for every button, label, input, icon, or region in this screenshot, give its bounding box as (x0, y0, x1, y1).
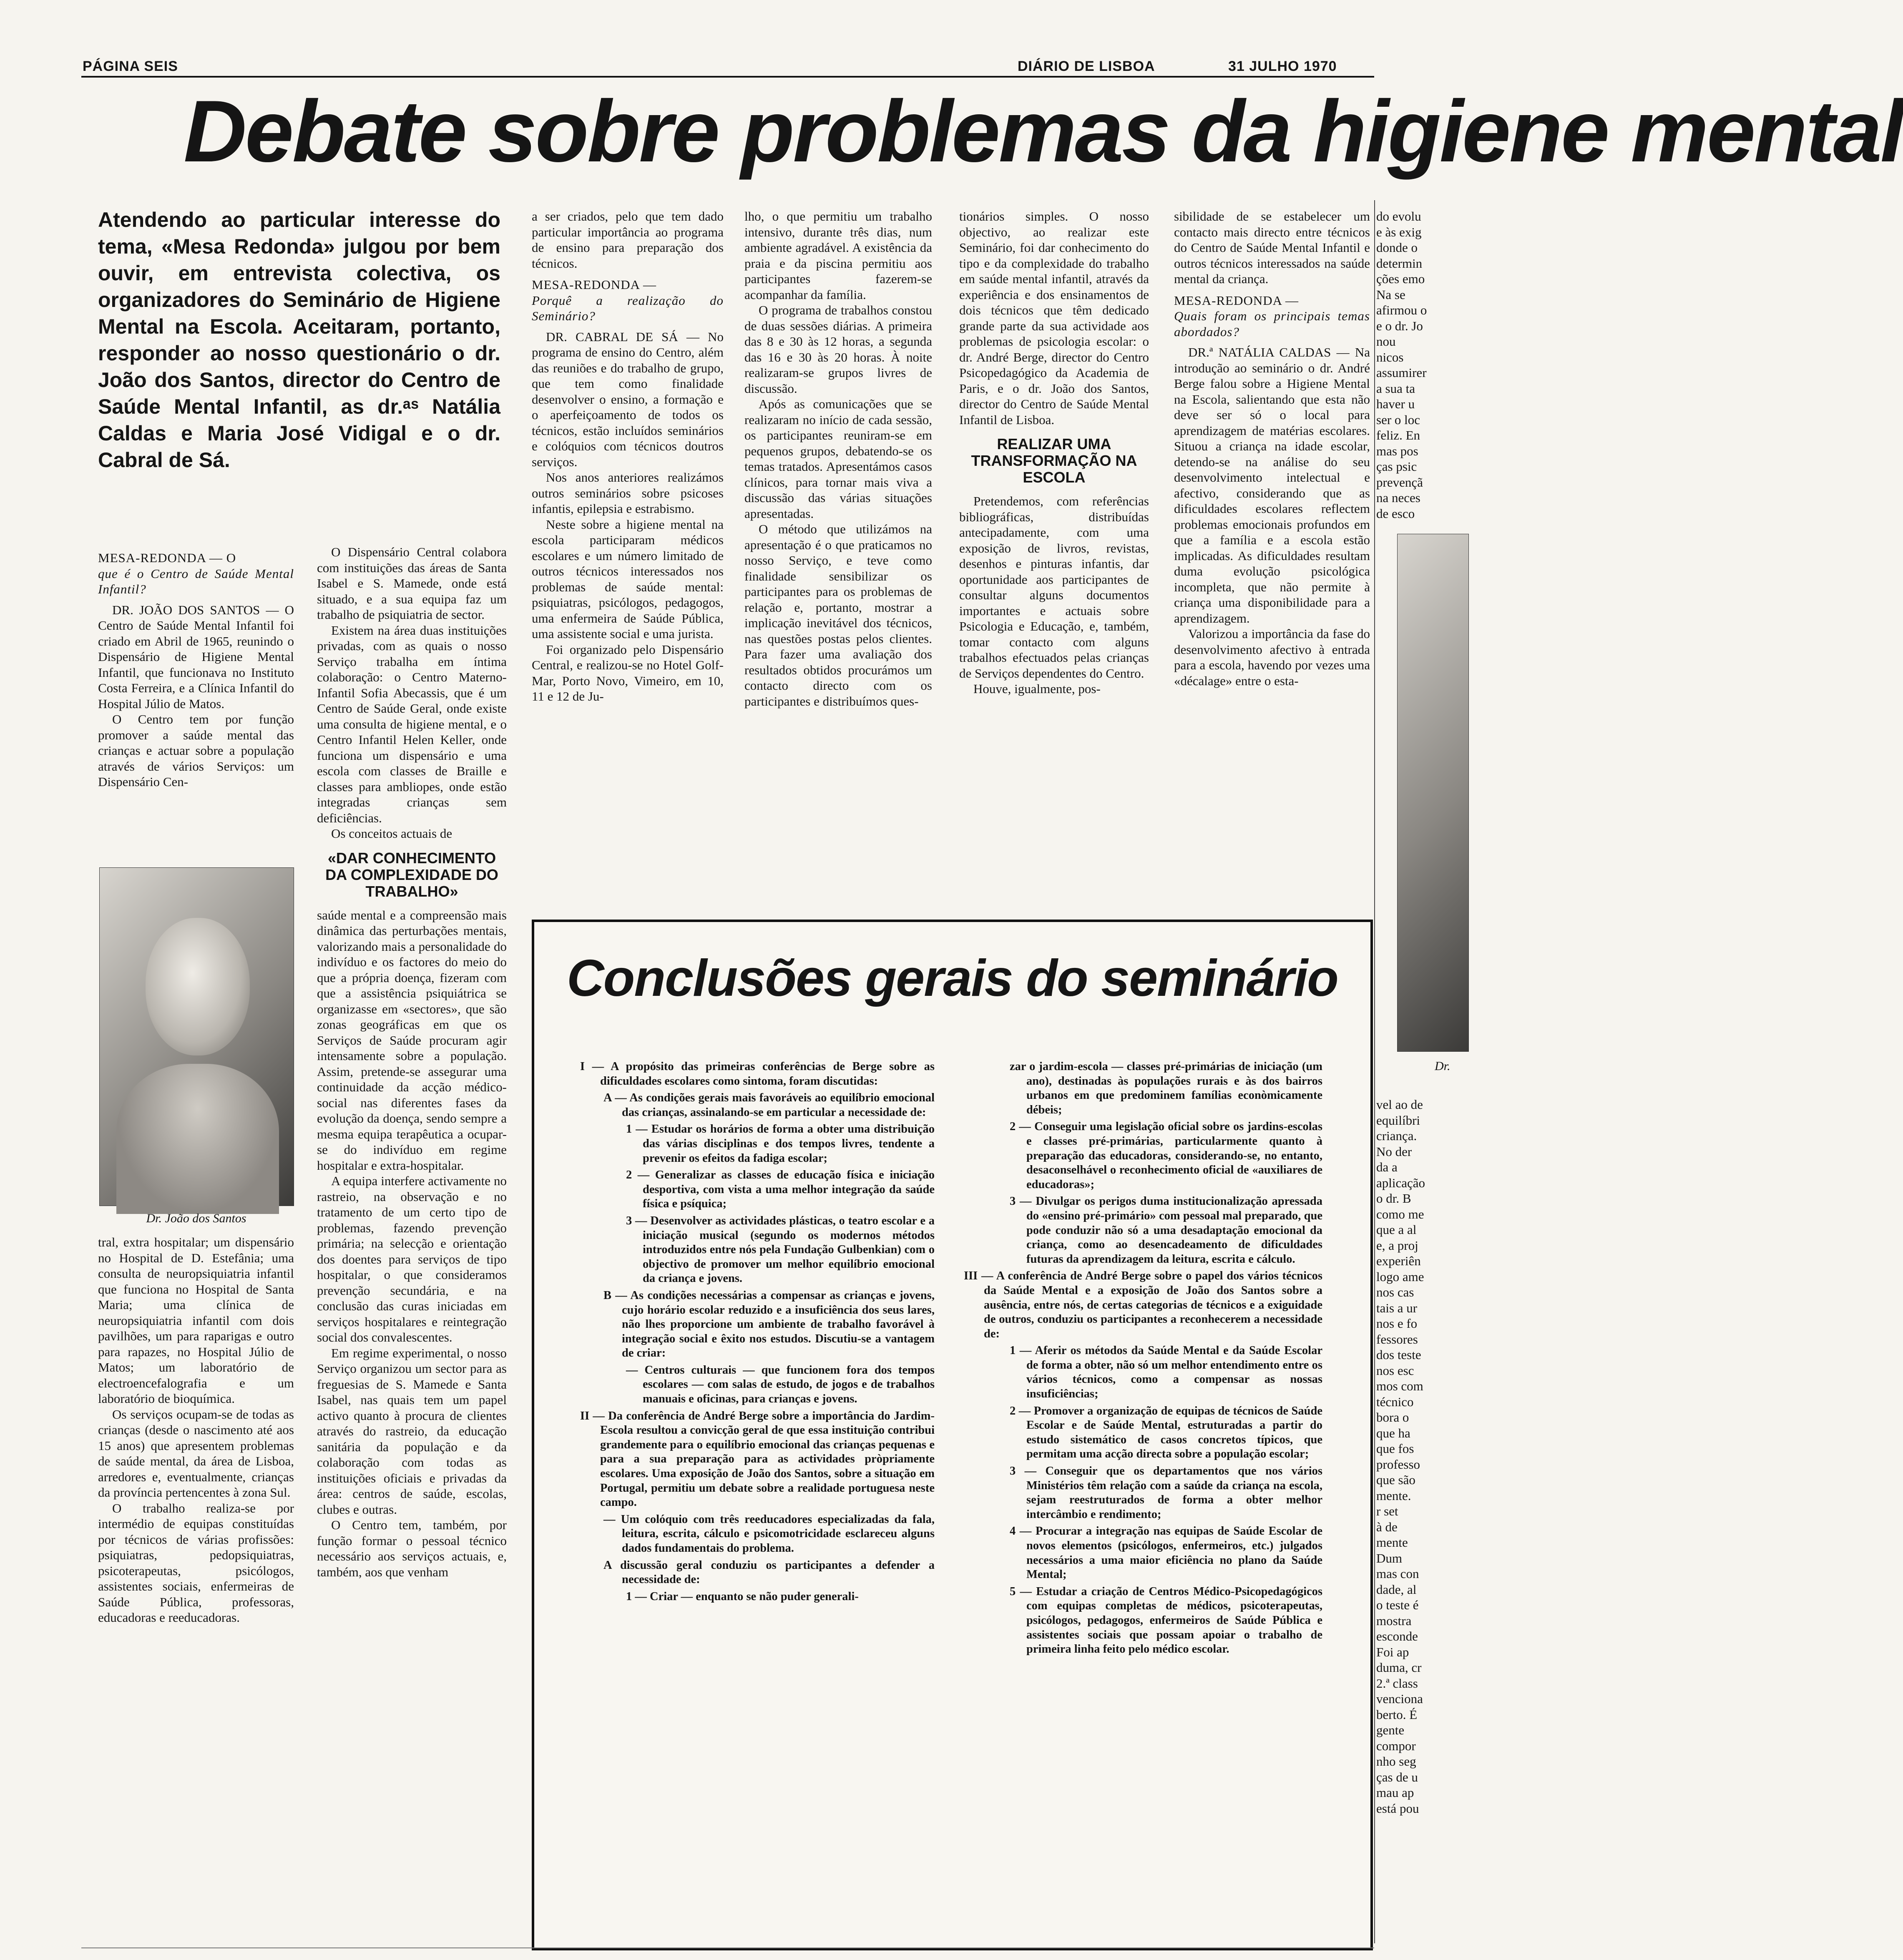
edge-line: haver u (1376, 397, 1415, 411)
conclusion-item: A discussão geral conduziu os participantes a defender a necessidade de: (603, 1558, 935, 1586)
edge-line: mente (1376, 1535, 1408, 1550)
edge-line: mente. (1376, 1488, 1411, 1503)
edge-line: da a (1376, 1160, 1398, 1174)
question-text: Quais foram os principais temas abordados? (1174, 309, 1370, 339)
cut-off-column-bottom (1376, 1097, 1468, 1816)
paragraph: Em regime experimental, o nosso Serviço organizou um sector para as freguesias de S. Mamede e Santa Isabel, nas quais tem um papel activo quanto à procura de clientes através do rastreio, da educação sanitária da população e da colaboração com todas as instituições oficiais e privadas da área: centros de saúde, escolas, clubes e outras. (317, 1345, 507, 1517)
conclusion-item: — Um colóquio com três reeducadores especializadas da fala, leitura, escrita, cálculo e psicomotricidade esclareceu alguns dados fundamentais do problema. (603, 1513, 935, 1555)
conclusions-title: Conclusões gerais do seminário (567, 950, 1338, 1007)
conclusion-item: 4 — Procurar a integração nas equipas de Saúde Escolar de novos elementos (psicólogos, enfermeiros, etc.) julgados necessários a uma maior eficiência no plano da Saúde Mental; (1010, 1525, 1322, 1581)
edge-line: afirmou o (1376, 303, 1427, 317)
paragraph: Os conceitos actuais de (331, 826, 452, 841)
edge-line: assumirer (1376, 365, 1427, 380)
edge-line: a sua ta (1376, 381, 1415, 396)
edge-line: feliz. En (1376, 428, 1420, 442)
column-divider (1374, 200, 1375, 1943)
edge-line: mas con (1376, 1566, 1419, 1581)
paragraph: O programa de trabalhos constou de duas sessões diárias. A primeira das 8 e 30 às 12 horas, a segunda das 16 e 30 às 20 horas. À noite realizaram-se grupos livres de discussão. (744, 303, 932, 396)
edge-line: ções emo (1376, 271, 1425, 286)
edge-line: venciona (1376, 1691, 1423, 1706)
question-3 (1174, 293, 1370, 340)
edge-line: de esco (1376, 506, 1415, 521)
edge-line: mos com (1376, 1379, 1423, 1393)
question-text: que é o Centro de Saúde Mental Infantil? (98, 566, 294, 596)
edge-line: r set (1376, 1504, 1398, 1518)
edge-line: está pou (1376, 1801, 1419, 1816)
edge-line: compor (1376, 1738, 1416, 1753)
edge-line: logo ame (1376, 1269, 1424, 1284)
paragraph: O Centro tem, também, por função formar o pessoal técnico necessário aos serviços actuais, e, também, aos que venham (317, 1518, 507, 1579)
edge-line: à de (1376, 1519, 1398, 1534)
edge-line: ser o loc (1376, 412, 1420, 427)
conclusion-item: 5 — Estudar a criação de Centros Médico-Psicopedagógicos com equipas completas de médicos, psicoterapeutas, psicólogos, pedagogos, enfermeiros de Saúde Pública e assistentes sociais que possam apoiar o trabalho de primeira linha feito pelo médico escolar. (1010, 1585, 1322, 1656)
conclusion-item: 2 — Generalizar as classes de educação física e iniciação desportiva, com vista a uma melhor integração da saúde física e psíquica; (626, 1168, 935, 1211)
column-1-top (98, 544, 294, 863)
edge-line: o teste é (1376, 1598, 1419, 1612)
edge-line: nou (1376, 334, 1396, 349)
subheading: «DAR CONHECIMENTO DA COMPLEXIDADE DO TRABALHO» (325, 849, 498, 900)
edge-line: o dr. B (1376, 1191, 1411, 1206)
paragraph: O Dispensário Central colabora com instituições das áreas de Santa Isabel e S. Mamede, onde está situado, e a sua equipa faz um trabalho de psiquiatria de sector. (317, 545, 507, 622)
edge-line: determin (1376, 256, 1423, 271)
paragraph: tionários simples. O nosso objectivo, ao realizar este Seminário, foi dar conhecimento do tipo e da complexidade do trabalho em saúde mental infantil, através da experiência e dos ensinamentos de dois técnicos que têm dedicado grande parte da sua actividade aos problemas de psicologia escolar: o dr. André Berge, director do Centro Psicopedagógico da Academia de Paris, e o dr. João dos Santos, director do Centro de Saúde Mental Infantil de Lisboa. (959, 209, 1149, 427)
edge-line: duma, cr (1376, 1660, 1422, 1675)
lead-paragraph: Atendendo ao particular interesse do tema, «Mesa Redonda» julgou por bem ouvir, em entrevista colectiva, os organizadores do Seminário de Higiene Mental na Escola. Aceitaram, portanto, responder ao nosso questionário o dr. João dos Santos, director do Centro de Saúde Mental Infantil, as dr.ᵃˢ Natália Caldas e Maria José Vidigal e o dr. Cabral de Sá. (98, 208, 500, 472)
conclusions-left-column (580, 1060, 935, 1940)
edge-line: bora o (1376, 1410, 1409, 1425)
paragraph: Houve, igualmente, pos- (973, 681, 1101, 696)
question-label: MESA-REDONDA — O (98, 550, 236, 565)
edge-line: prevençã (1376, 475, 1423, 490)
conclusion-item: 3 — Conseguir que os departamentos que nos vários Ministérios têm relação com a saúde da criança na escola, sejam reestruturados de forma a obter melhor intercâmbio e rendimento; (1010, 1465, 1322, 1521)
paragraph: Existem na área duas instituições privadas, com as quais o nosso Serviço trabalha em íntima colaboração: o Centro Materno-Infantil Sofia Abecassis, que é um Centro de Saúde Geral, onde existe uma consulta de higiene mental, e o Centro Infantil Helen Keller, onde funciona um dispensário e uma escola com classes de Braille e classes para ambliopes, onde estão integradas crianças sem deficiências. (317, 623, 507, 825)
photo-caption: Dr. João dos Santos (146, 1211, 246, 1225)
conclusion-item: 3 — Divulgar os perigos duma institucionalização apressada do «ensino pré-primário» com pessoal mal preparado, que pode conduzir não só a uma desadaptação emocional da criança, como ao desencadeamento de dificuldades futuras da aprendizagem da leitura, escrita e cálculo. (1010, 1195, 1322, 1266)
page-label: PÁGINA SEIS (83, 58, 178, 74)
column-3 (532, 209, 724, 901)
bottom-rule (81, 1947, 1374, 1948)
edge-line: ças de u (1376, 1769, 1418, 1784)
edge-line: berto. É (1376, 1707, 1418, 1722)
edge-line: e, a proj (1376, 1238, 1418, 1253)
paragraph: saúde mental e a compreensão mais dinâmica das perturbações mentais, valorizando mais a personalidade do indivíduo e os factores do meio do que a própria doença, fizeram com que a assistência psiquiátrica se organizasse em «sectores», que são zonas geográficas em que os Serviços de Saúde procuram agir intensamente sobre a população. Assim, pretende-se assegurar uma continuidade da acção médico-social nas diferentes fases da evolução da doença, sendo sempre a mesma equipa terapêutica a ocupar-se do indivíduo em regime hospitalar e extra-hospitalar. (317, 907, 507, 1173)
edge-line: que a al (1376, 1222, 1417, 1237)
edge-line: vel ao de (1376, 1097, 1423, 1112)
edge-line: tais a ur (1376, 1300, 1418, 1315)
edge-line: experiên (1376, 1254, 1421, 1268)
portrait-face (146, 918, 250, 1055)
edge-line: donde o (1376, 240, 1418, 255)
conclusion-item: III — A conferência de André Berge sobre o papel dos vários técnicos da Saúde Mental e a exposição de João dos Santos sobre a ausência, entre nós, de certas categorias de técnicos e a exiguidade de outros, conduziu os participantes a reconhecerem a necessidade de: (964, 1269, 1322, 1340)
edge-line: Dum (1376, 1550, 1402, 1565)
paragraph: DR. CABRAL DE SÁ — No programa de ensino do Centro, além das reuniões e do trabalho de grupo, que tem como finalidade desenvolver o ensino, a formação e o aperfeiçoamento de todos os técnicos, estão incluídos seminários e colóquios com técnicos doutros serviços. (532, 329, 724, 469)
edge-line: mau ap (1376, 1785, 1414, 1800)
edge-line: Na se (1376, 287, 1405, 302)
conclusion-item: B — As condições necessárias a compensar as crianças e jovens, cujo horário escolar reduzido e a insuficiência dos seus lares, não lhes proporcione um ambiente de trabalho favorável à integração social e êxito nos estudos. Discutiu-se a vantagem de criar: (603, 1289, 935, 1360)
paragraph: Valorizou a importância da fase do desenvolvimento afectivo à entrada para a escola, havendo por vezes uma «décalage» entre o esta- (1174, 626, 1370, 688)
conclusion-item: A — As condições gerais mais favoráveis ao equilíbrio emocional das crianças, assinalando-se em particular a necessidade de: (603, 1091, 935, 1119)
conclusion-item: I — A propósito das primeiras conferências de Berge sobre as dificuldades escolares como sintoma, foram discutidas: (580, 1060, 935, 1088)
paragraph: lho, o que permitiu um trabalho intensivo, durante três dias, num ambiente agradável. A existência da praia e da piscina permitiu aos participantes fazerem-se acompanhar da família. (744, 209, 932, 302)
edge-line: e o dr. Jo (1376, 318, 1423, 333)
paragraph: A equipa interfere activamente no rastreio, na observação e no tratamento de um certo tipo de problemas, fazendo prevenção primária; na selecção e orientação dos doentes para serviços de tipo hospitalar, o que consideramos prevenção secundária, e na conclusão das curas iniciadas em serviços hospitalares e reintegração social dos convalescentes. (317, 1173, 507, 1344)
edge-line: aplicação (1376, 1175, 1425, 1190)
paragraph: Nos anos anteriores realizámos outros seminários sobre psicoses infantis, epilepsia e estrabismo. (532, 470, 724, 516)
paragraph: tral, extra hospitalar; um dispensário no Hospital de D. Estefânia; uma consulta de neuropsiquiatria infantil que funciona no Hospital de Santa Maria; uma clínica de neuropsiquiatria infantil com dois pavilhões, um para raparigas e outro para rapazes, no Hospital Júlio de Matos; um laboratório de electroencefalografia e um laboratório de bioquímica. (98, 1235, 294, 1406)
question-label: MESA-REDONDA — (1174, 293, 1299, 308)
paragraph: Pretendemos, com referências bibliográficas, distribuídas antecipadamente, com uma exposição de livros, revistas, desenhos e pinturas infantis, dar oportunidade aos participantes de consultar alguns documentos importantes e actuais sobre Psicologia e Educação, e, também, tomar contacto com alguns trabalhos efectuados pelas crianças de Serviços dependentes do Centro. (959, 494, 1149, 681)
question-text: Porquê a realização do Seminário? (532, 293, 724, 323)
masthead-rule (81, 76, 1374, 78)
edge-line: professo (1376, 1457, 1420, 1472)
conclusion-item: 1 — Aferir os métodos da Saúde Mental e da Saúde Escolar de forma a obter, não só um melhor entendimento entre os vários técnicos, como a compensar as nossas insuficiências; (1010, 1344, 1322, 1401)
paragraph: sibilidade de se estabelecer um contacto mais directo entre técnicos do Centro de Saúde Mental Infantil e outros técnicos interessados na saúde mental da criança. (1174, 209, 1370, 286)
edge-line: nos esc (1376, 1363, 1414, 1378)
edge-line: nho seg (1376, 1754, 1416, 1769)
edge-line: nicos (1376, 349, 1404, 364)
edge-line: gente (1376, 1723, 1405, 1737)
edge-line: técnico (1376, 1394, 1414, 1409)
conclusion-item: zar o jardim-escola — classes pré-primárias de iniciação (um ano), destinadas às populações rurais e às dos bairros urbanos em que predominem famílias econòmicamente débeis; (1010, 1060, 1322, 1116)
paragraph: DR. JOÃO DOS SANTOS — O Centro de Saúde Mental Infantil foi criado em Abril de 1965, reunindo o Dispensário de Higiene Mental Infantil, que funcionava no Instituto Costa Ferreira, e a Clínica Infantil do Hospital Júlio de Matos. (98, 602, 294, 711)
conclusions-right-column (964, 1060, 1322, 1940)
question-label: MESA-REDONDA — (532, 277, 657, 292)
paragraph: Os serviços ocupam-se de todas as crianças (desde o nascimento até aos 15 anos) que apresentem problemas de saúde mental, da área de Lisboa, arredores e, eventualmente, crianças da província pertencentes à zona Sul. (98, 1407, 294, 1500)
conclusion-item: — Centros culturais — que funcionem fora dos tempos escolares — com salas de estudo, de jogos e de trabalhos manuais e oficinas, para crianças e jovens. (626, 1363, 935, 1406)
column-5 (959, 209, 1149, 901)
photo-joao-dos-santos (99, 867, 294, 1206)
question-1 (98, 550, 294, 597)
edge-line: mas pos (1376, 443, 1418, 458)
headline: Debate sobre problemas da higiene mental (184, 82, 1903, 180)
edge-line: 2.ª class (1376, 1676, 1418, 1691)
cut-off-photo (1397, 534, 1469, 1052)
edge-line: equilíbri (1376, 1113, 1420, 1128)
column-6 (1174, 209, 1370, 901)
edge-line: dade, al (1376, 1582, 1417, 1597)
edge-line: fessores (1376, 1332, 1418, 1347)
issue-date: 31 JULHO 1970 (1228, 58, 1337, 74)
paragraph: O método que utilizámos na apresentação é o que praticamos no nosso Serviço, e teve como finalidade sensibilizar os participantes para os problemas de relação e, portanto, mostrar a implicação inevitável dos técnicos, nas questões postas pelos clientes. Para fazer uma avaliação dos resultados obtidos procurámos um contacto directo com os participantes e distribuímos ques- (744, 522, 932, 709)
paragraph: Neste sobre a higiene mental na escola participaram médicos escolares e um número limitado de outros técnicos interessados nos problemas de saúde mental: psiquiatras, psicólogos, pedagogos, uma enfermeira de Saúde Pública, uma assistente social e uma jurista. (532, 517, 724, 641)
edge-line: ças psic (1376, 459, 1417, 474)
edge-line: do evolu (1376, 209, 1421, 224)
paragraph: a ser criados, pelo que tem dado particular importância ao programa de ensino para preparação dos técnicos. (532, 209, 724, 271)
conclusion-item: 2 — Conseguir uma legislação oficial sobre os jardins-escolas e classes pré-primárias, particularmente quanto à preparação das educadoras, considerando-se, no entanto, desaconselhável o reconhecimento oficial de «auxiliares de educadoras»; (1010, 1120, 1322, 1191)
edge-line: criança. (1376, 1128, 1417, 1143)
cut-off-column-top (1376, 209, 1468, 521)
edge-line: que são (1376, 1473, 1415, 1487)
edge-line: como me (1376, 1206, 1424, 1221)
conclusion-item: 3 — Desenvolver as actividades plásticas, o teatro escolar e a iniciação musical (segundo os modernos métodos introduzidos entre nós pela Fundação Gulbenkian) com o objectivo de promover um melhor equilíbrio emocional da criança e jovens. (626, 1214, 935, 1285)
conclusions-box (532, 920, 1373, 1950)
edge-line: que ha (1376, 1425, 1410, 1440)
newspaper-name: DIÁRIO DE LISBOA (1018, 58, 1155, 74)
edge-line: nos e fo (1376, 1316, 1418, 1331)
paragraph: Após as comunicações que se realizaram no início de cada sessão, os participantes reuniram-se em pequenos grupos, debatendo-se os temas tratados. Apresentámos casos clínicos, para tornar mais viva a discussão das várias situações apresentadas. (744, 397, 932, 521)
paragraph: DR.ª NATÁLIA CALDAS — Na introdução ao seminário o dr. André Berge falou sobre a Higiene Mental na Escola, salientando que esta não deve ser só o local para aprendizagem de matérias escolares. Situou a criança na idade escolar, detendo-se na análise do seu desenvolvimento intelectual e afectivo, considerando que as dificuldades escolares reflectem problemas emocionais profundos em que a família e a escola estão implicadas. As dificuldades resultam duma evolução psicológica incompleta, que não permite à criança uma disponibilidade para a aprendizagem. (1174, 345, 1370, 626)
edge-line: dos teste (1376, 1347, 1421, 1362)
conclusion-item: 2 — Promover a organização de equipas de técnicos de Saúde Escolar e de Saúde Mental, estruturadas a partir do estudo sistemático de casos concretos típicos, que permitam uma acção directa sobre a população escolar; (1010, 1404, 1322, 1461)
edge-line: que fos (1376, 1441, 1414, 1456)
cut-off-caption: Dr. (1435, 1059, 1451, 1073)
paragraph: O Centro tem por função promover a saúde mental das crianças e actuar sobre a população através de vários Serviços: um Dispensário Cen- (98, 712, 294, 789)
edge-line: mostra (1376, 1613, 1412, 1628)
question-2 (532, 277, 724, 324)
conclusion-item: 1 — Criar — enquanto se não puder generali- (626, 1590, 859, 1603)
column-4 (744, 209, 932, 901)
edge-line: na neces (1376, 490, 1420, 505)
edge-line: esconde (1376, 1629, 1418, 1643)
edge-line: Foi ap (1376, 1644, 1409, 1659)
portrait-body (116, 1064, 279, 1214)
paragraph: O trabalho realiza-se por intermédio de equipas constituídas por técnicos de várias profissões: psiquiatras, pedopsiquiatras, psicoterapeutas, psicólogos, assistentes sociais, enfermeiras de Saúde Pública, professoras, educadoras e reeducadoras. (98, 1500, 294, 1625)
conclusion-item: 1 — Estudar os horários de forma a obter uma distribuição das várias disciplinas e dos tempos livres, tendente a prevenir os efeitos da fadiga escolar; (626, 1123, 935, 1165)
edge-line: nos cas (1376, 1285, 1414, 1299)
conclusion-item: II — Da conferência de André Berge sobre a importância do Jardim-Escola resultou a convicção geral de que essa instituição contribui grandemente para o equilíbrio emocional das crianças pequenas e para a sua preparação para as actividades pròpriamente escolares. Uma exposição de João dos Santos, sobre a situação em Portugal, permitiu um debate sobre a realidade portuguesa neste campo. (580, 1409, 935, 1509)
paragraph: Foi organizado pelo Dispensário Central, e realizou-se no Hotel Golf-Mar, Porto Novo, Vimeiro, em 10, 11 e 12 de Ju- (532, 642, 724, 704)
edge-line: e às exig (1376, 224, 1422, 239)
column-1-bottom (98, 1234, 294, 1943)
edge-line: No der (1376, 1144, 1412, 1159)
column-2 (317, 544, 507, 1945)
subheading: REALIZAR UMA TRANSFORMAÇÃO NA ESCOLA (971, 435, 1137, 486)
